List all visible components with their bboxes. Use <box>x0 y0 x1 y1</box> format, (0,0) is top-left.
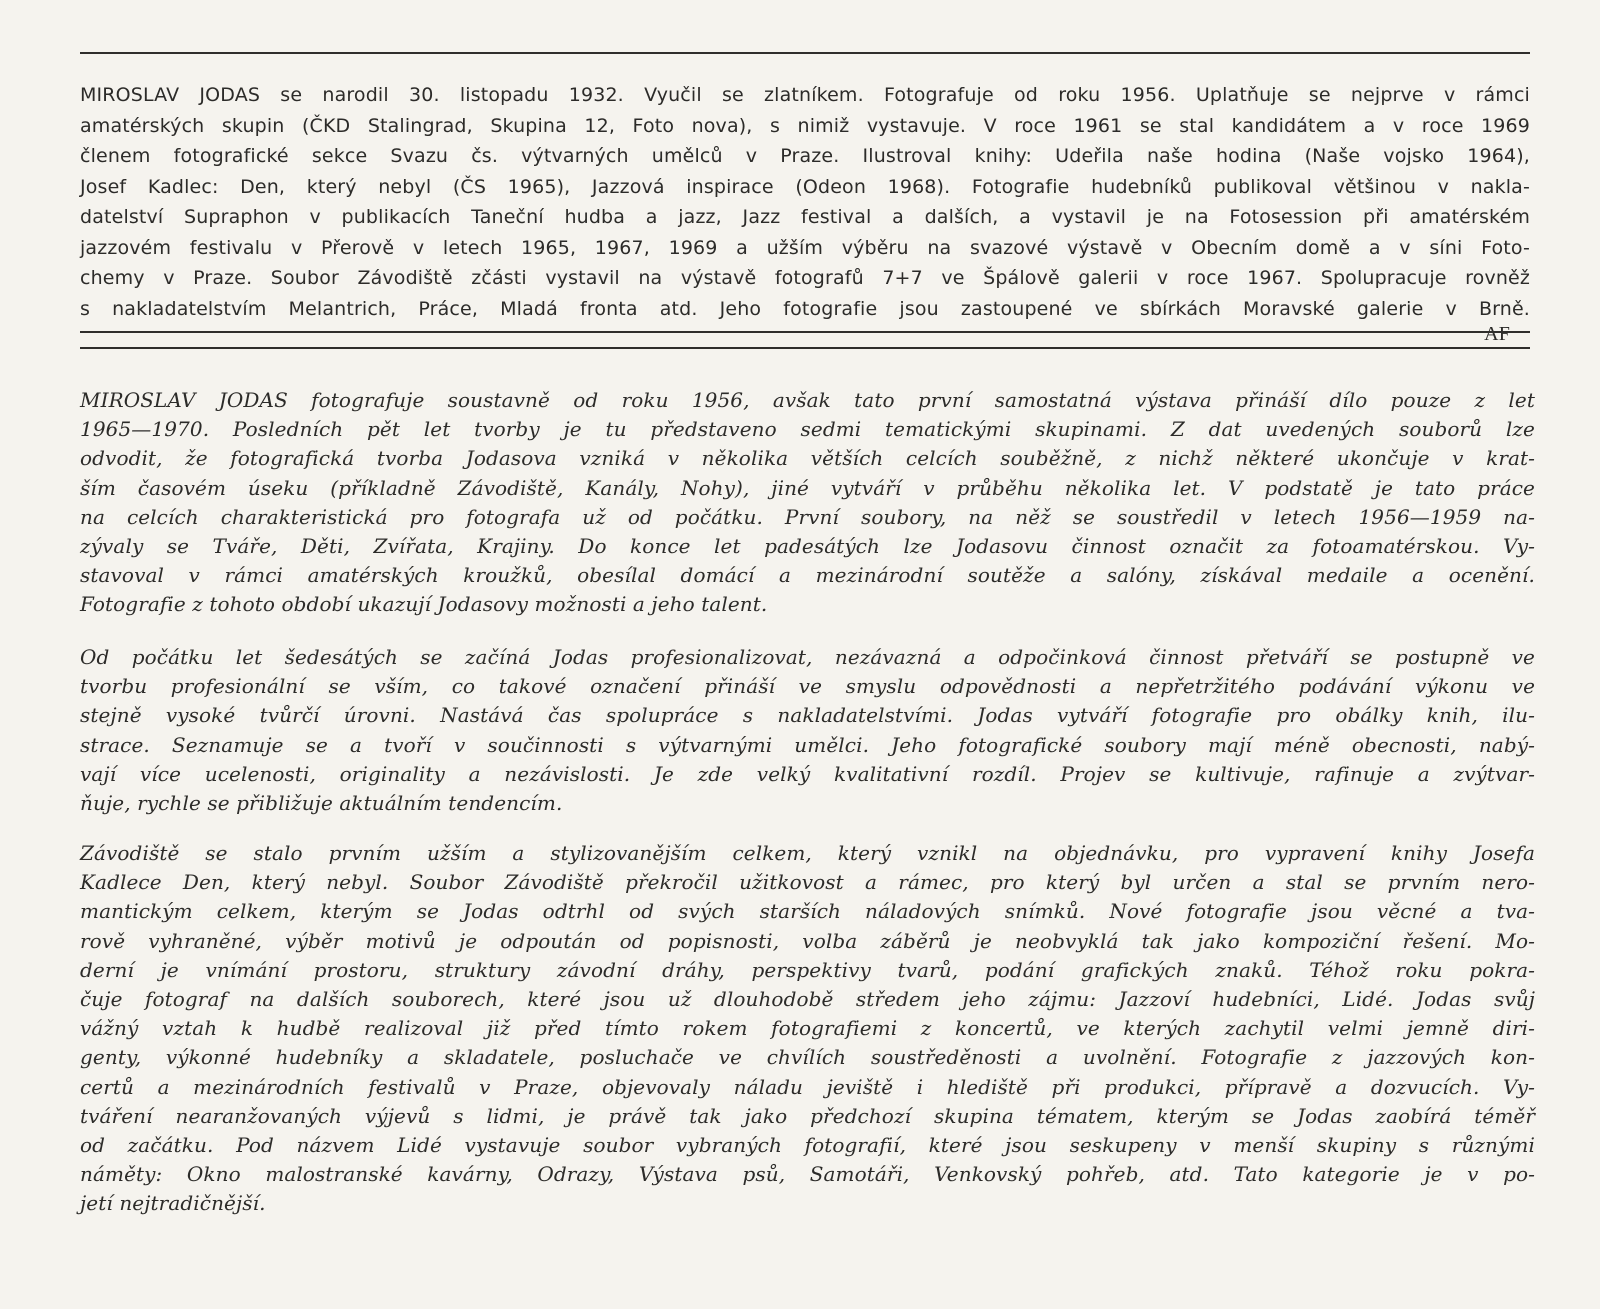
section-divider-rule <box>80 347 1530 349</box>
biography-line: jazzovém festivalu v Přerově v letech 1965, 1967, 1969 a užším výběru na svazové výstavě v Obecním domě a v síni Foto- <box>80 236 1530 259</box>
essay-paragraph <box>80 386 1535 620</box>
author-initials: AF <box>1484 323 1510 345</box>
essay-paragraph <box>80 643 1535 818</box>
essay-line: zývaly se Tváře, Děti, Zvířata, Krajiny. Do konce let padesátých lze Jodasovu činnost označit za fotoamatérskou. Vy- <box>80 533 1535 558</box>
biography-line: datelství Supraphon v publikacích Taneční hudba a jazz, Jazz festival a dalších, a vystavil je na Fotosession při amatérském <box>80 206 1530 228</box>
essay-line: ňuje, rychle se přibližuje aktuálním tendencím. <box>80 790 563 815</box>
essay-line: ším časovém úseku (příkladně Závodiště, Kanály, Nohy), jiné vytváří v průběhu několika let. V podstatě je tato práce <box>80 475 1535 500</box>
essay-line: náměty: Okno malostranské kavárny, Odrazy, Výstava psů, Samotáři, Venkovský pohřeb, atd. Tato kategorie je v po- <box>80 1162 1535 1187</box>
essay-line: strace. Seznamuje se a tvoří v součinnosti s výtvarnými umělci. Jeho fotografické soubory mají méně obecnosti, nabý- <box>80 732 1535 757</box>
essay-line: 1965—1970. Posledních pět let tvorby je tu představeno sedmi tematickými skupinami. Z dat uvedených souborů lze <box>80 417 1535 442</box>
essay-line: Fotografie z tohoto období ukazují Jodasovy možnosti a jeho talent. <box>80 592 768 617</box>
essay-line: čuje fotograf na dalších souborech, které jsou už dlouhodobě středem jeho zájmu: Jazzoví hudebníci, Lidé. Jodas svůj <box>80 986 1535 1011</box>
essay-line: vážný vztah k hudbě realizoval již před tímto rokem fotografiemi z koncertů, ve kterých zachytil velmi jemně diri- <box>80 1016 1535 1041</box>
essay-line: od začátku. Pod názvem Lidé vystavuje soubor vybraných fotografií, které jsou seskupeny v menší skupiny s různými <box>80 1132 1535 1157</box>
essay-line: genty, výkonné hudebníky a skladatele, posluchače ve chvílích soustředěnosti a uvolnění. Fotografie z jazzových kon- <box>80 1045 1535 1070</box>
essay-line: tváření nearanžovaných výjevů s lidmi, je právě tak jako předchozí skupina tématem, kterým se Jodas zaobírá téměř <box>80 1103 1535 1128</box>
top-rule <box>80 52 1530 54</box>
essay-line: vají více ucelenosti, originality a nezávislosti. Je zde velký kvalitativní rozdíl. Projev se kultivuje, rafinuje a zvýtvar- <box>80 761 1535 786</box>
essay-line: Závodiště se stalo prvním užším a stylizovanějším celkem, který vznikl na objednávku, pro vypravení knihy Josefa <box>80 841 1535 865</box>
biography-line: Josef Kadlec: Den, který nebyl (ČS 1965), Jazzová inspirace (Odeon 1968). Fotografie hudebníků publikoval většinou v nakla- <box>80 175 1530 198</box>
essay-line: Od počátku let šedesátých se začíná Jodas profesionalizovat, nezávazná a odpočinková činnost přetváří se postupně ve <box>80 645 1535 669</box>
essay-line: derní je vnímání prostoru, struktury závodní dráhy, perspektivy tvarů, podání grafických znaků. Téhož roku pokra- <box>80 957 1535 982</box>
section-divider-rule <box>80 331 1530 333</box>
biography-line: členem fotografické sekce Svazu čs. výtvarných umělců v Praze. Ilustroval knihy: Udeřila naše hodina (Naše vojsko 1964), <box>80 145 1530 167</box>
biography-line: s nakladatelstvím Melantrich, Práce, Mladá fronta atd. Jeho fotografie jsou zastoupené ve sbírkách Moravské galerie v Brně. <box>80 297 1530 320</box>
essay-line: stavoval v rámci amatérských kroužků, obesílal domácí a mezinárodní soutěže a salóny, získával medaile a ocenění. <box>80 563 1535 588</box>
essay-line: MIROSLAV JODAS fotografuje soustavně od roku 1956, avšak tato první samostatná výstava přináší dílo pouze z let <box>80 388 1535 412</box>
essay-line: mantickým celkem, kterým se Jodas odtrhl od svých starších náladových snímků. Nové fotografie jsou věcné a tva- <box>80 899 1535 924</box>
essay-paragraph <box>80 839 1535 1218</box>
essay-line: certů a mezinárodních festivalů v Praze, objevovaly náladu jeviště i hlediště při produkci, přípravě a dozvucích. Vy- <box>80 1074 1535 1099</box>
biography-line: chemy v Praze. Soubor Závodiště zčásti vystavil na výstavě fotografů 7+7 ve Špálově galerii v roce 1967. Spolupracuje rovněž <box>80 267 1530 289</box>
essay-line: rově vyhraněné, výběr motivů je odpoután od popisnosti, volba záběrů je neobvyklá tak jako kompoziční řešení. Mo- <box>80 928 1535 953</box>
essay-line: jetí nejtradičnější. <box>80 1191 266 1216</box>
biography-section <box>80 80 1530 344</box>
essay-line: stejně vysoké tvůrčí úrovni. Nastává čas spolupráce s nakladatelstvími. Jodas vytváří fotografie pro obálky knih, ilu- <box>80 703 1535 728</box>
essay-line: na celcích charakteristická pro fotografa už od počátku. První soubory, na něž se soustředil v letech 1956—1959 na- <box>80 504 1535 529</box>
biography-line: amatérských skupin (ČKD Stalingrad, Skupina 12, Foto nova), s nimiž vystavuje. V roce 1961 se stal kandidátem a v roce 1969 <box>80 114 1530 137</box>
essay-line: Kadlece Den, který nebyl. Soubor Závodiště překročil užitkovost a rámec, pro který byl určen a stal se prvním nero- <box>80 870 1535 895</box>
essay-line: odvodit, že fotografická tvorba Jodasova vzniká v několika větších celcích souběžně, z nichž některé ukončuje v krat- <box>80 446 1535 471</box>
biography-line: MIROSLAV JODAS se narodil 30. listopadu 1932. Vyučil se zlatníkem. Fotografuje od roku 1956. Uplatňuje se nejprve v rámci <box>80 84 1530 106</box>
essay-line: tvorbu profesionální se vším, co takové označení přináší ve smyslu odpovědnosti a nepřetržitého podávání výkonu ve <box>80 674 1535 699</box>
